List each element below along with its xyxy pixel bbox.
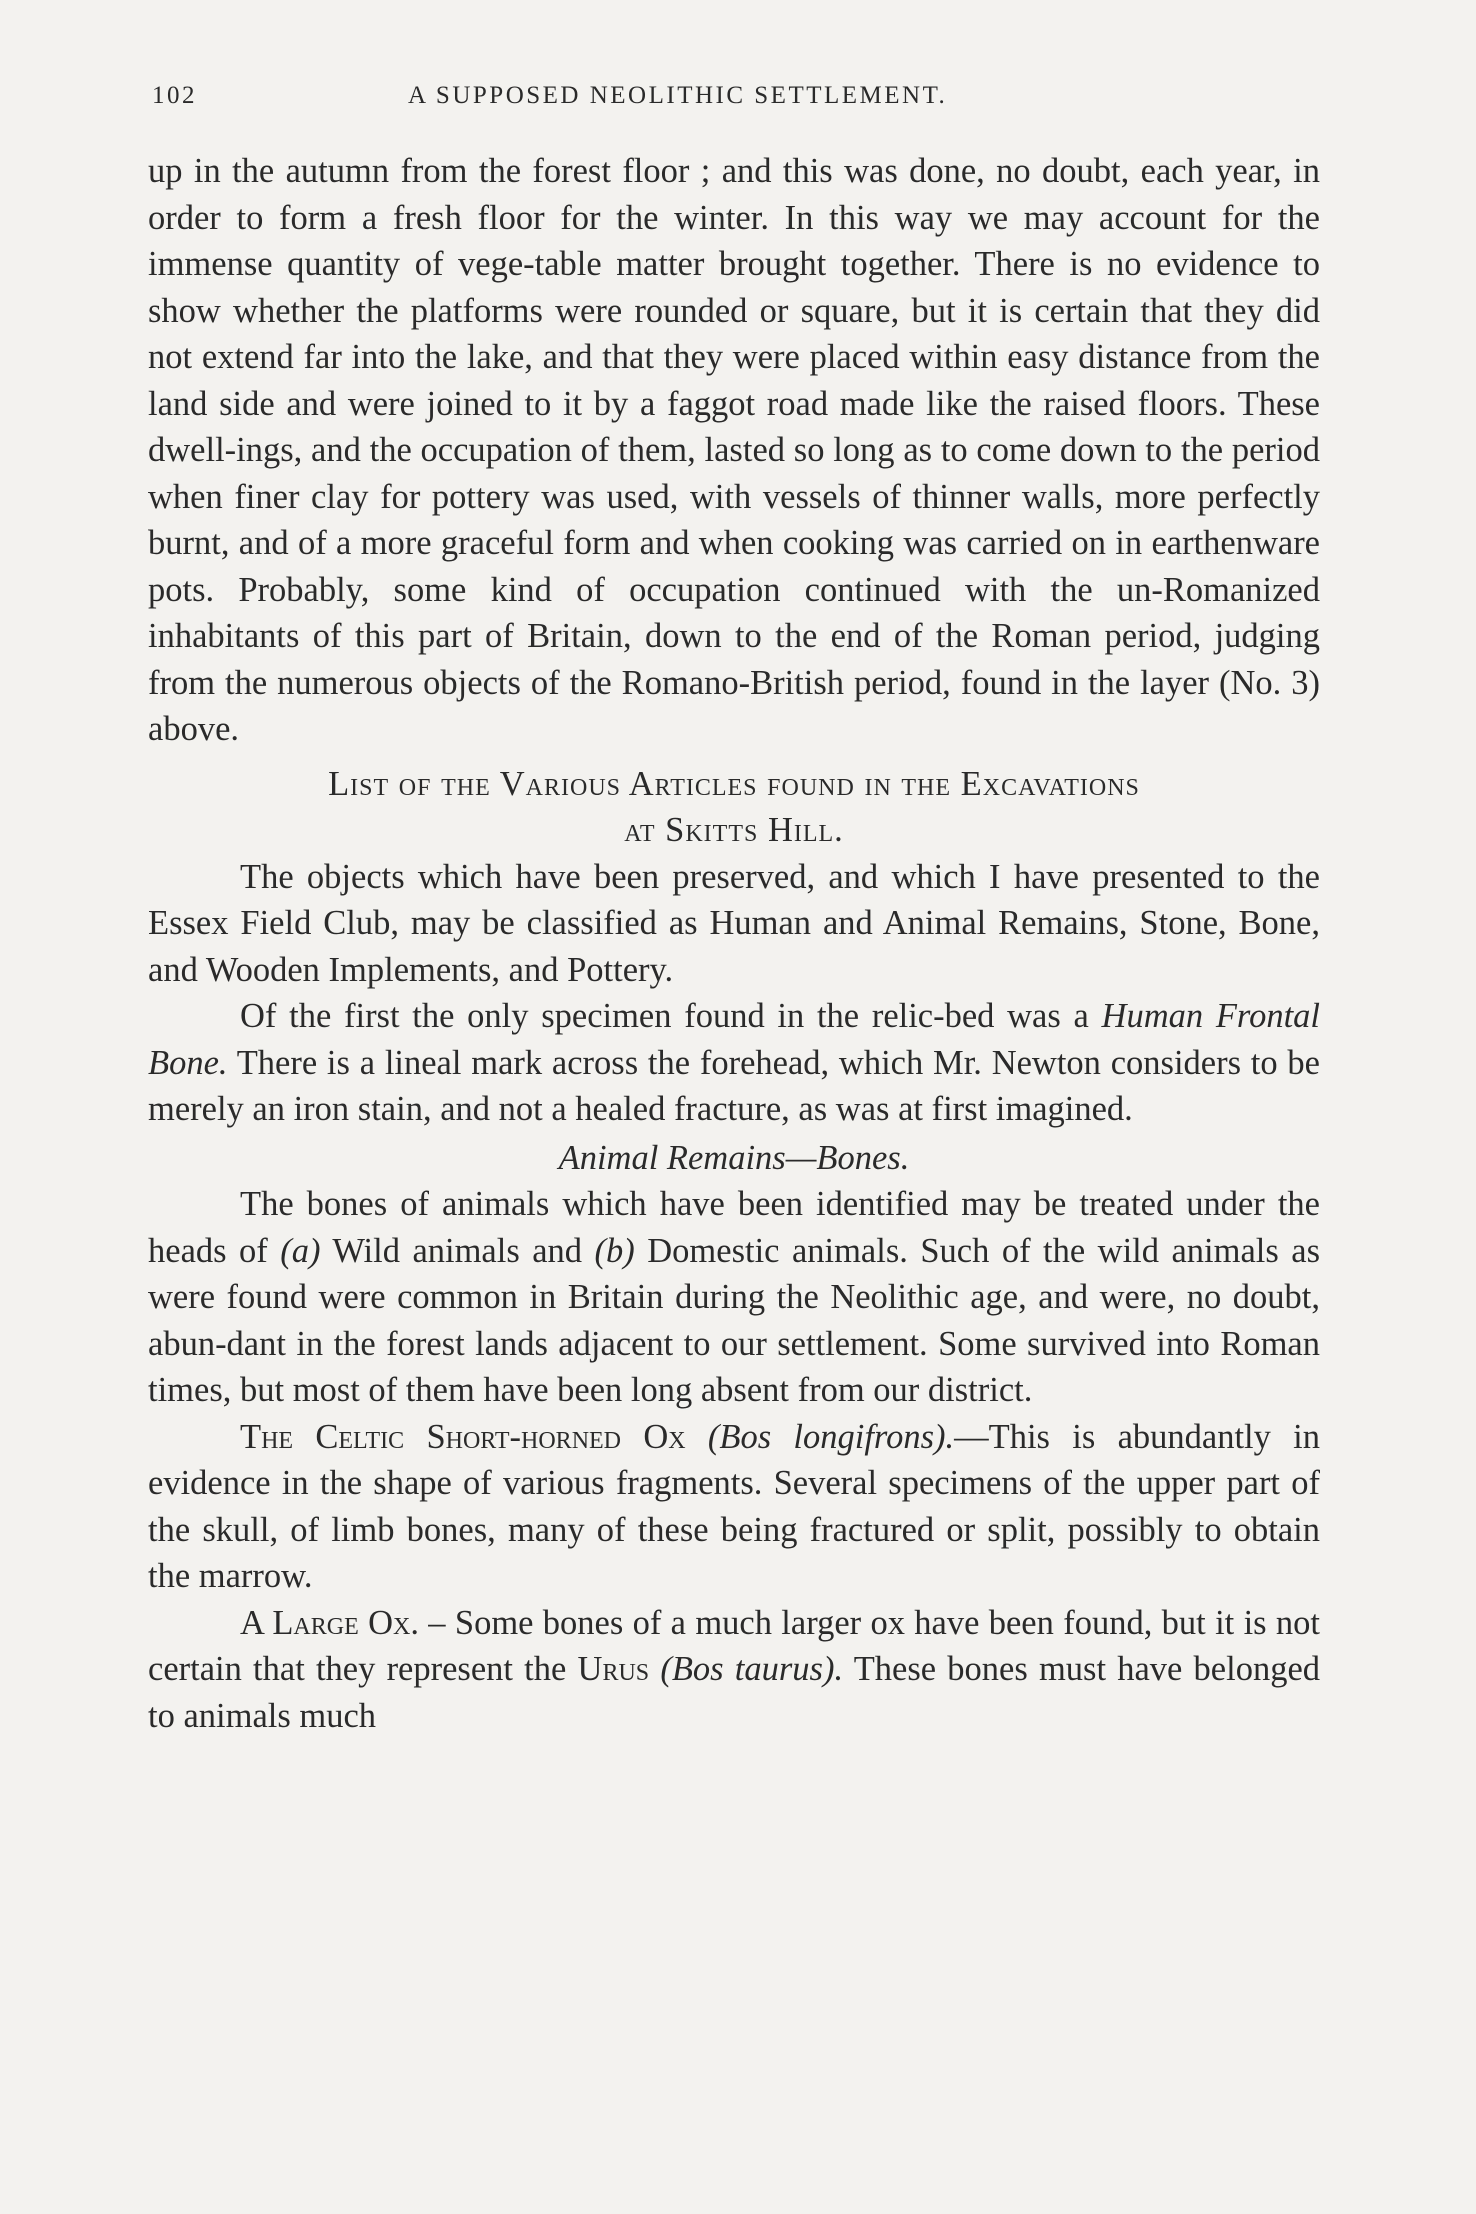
paragraph-human-remains-after: There is a lineal mark across the forehead, which Mr. Newton considers to be merely an iron stain, and not a healed fracture, as was at first imagined.: [148, 1043, 1320, 1128]
celtic-ox-title: The Celtic Short-horned Ox: [240, 1417, 686, 1456]
animal-bones-part-2: Wild animals and: [332, 1231, 583, 1270]
urus-term: Urus: [577, 1650, 650, 1688]
paragraph-human-remains-before: Of the first the only specimen found in the relic-bed was a: [240, 997, 1089, 1035]
section-heading: [148, 761, 1320, 854]
running-title: A SUPPOSED NEOLITHIC SETTLEMENT.: [408, 82, 948, 109]
paragraph-large-ox: [148, 1600, 1320, 1740]
large-ox-text-2: These bones must have belonged to animals much: [148, 1650, 1321, 1735]
large-ox-text-1: – Some bones of a much larger ox have been found, but it is not certain that they represent the: [148, 1603, 1320, 1688]
label-a: (a): [280, 1231, 321, 1270]
celtic-ox-latin-name: (Bos longifrons).: [707, 1417, 955, 1456]
body-text: [148, 148, 1320, 1739]
urus-latin-name: (Bos taurus).: [660, 1650, 844, 1688]
animal-bones-part-3: Domestic animals. Such of the wild animals as were found were common in Britain during the Neolithic age, and were, no doubt, abun-dant in the forest lands adjacent to our settlement. Some survived into Roman times, but most of them have been long absent from our district.: [148, 1231, 1321, 1409]
paragraph-human-remains: [148, 993, 1320, 1133]
subheading-animal-remains: Animal Remains—Bones.: [558, 1138, 910, 1177]
animal-bones-part-1: The bones of animals which have been identified may be treated under the heads of: [148, 1185, 1320, 1270]
paragraph-animal-bones: [148, 1181, 1320, 1414]
paragraph-objects: The objects which have been preserved, and which I have presented to the Essex Field Club, may be classified as Human and Animal Remains, Stone, Bone, and Wooden Implements, and Pottery.: [148, 857, 1320, 989]
human-frontal-bone-term: Human Frontal Bone.: [148, 997, 1320, 1082]
celtic-ox-text: —This is abundantly in evidence in the shape of various fragments. Several specimens of the upper part of the skull, of limb bones, many of these being fractured or split, possibly to obtain the marrow.: [148, 1417, 1321, 1595]
section-heading-line-2: at Skitts Hill.: [624, 811, 844, 849]
paragraph-celtic-ox: [148, 1414, 1320, 1600]
section-heading-line-1: List of the Various Articles found in the Excavations: [328, 764, 1140, 803]
label-b: (b): [594, 1231, 635, 1270]
paragraph-continuation: up in the autumn from the forest floor ; and this was done, no doubt, each year, in order to form a fresh floor for the winter. In this way we may account for the immense quantity of vege-table matter brought together. There is no evidence to show whether the platforms were rounded or square, but it is certain that they did not extend far into the lake, and that they were placed within easy distance from the land side and were joined to it by a faggot road made like the raised floors. These dwell-ings, and the occupation of them, lasted so long as to come down to the period when finer clay for pottery was used, with vessels of thinner walls, more perfectly burnt, and of a more graceful form and when cooking was carried on in earthenware pots. Probably, some kind of occupation continued with the un-Romanized inhabitants of this part of Britain, down to the end of the Roman period, judging from the numerous objects of the Romano-British period, found in the layer (No. 3) above.: [148, 152, 1320, 748]
large-ox-title: A Large Ox.: [240, 1603, 419, 1642]
page-number: 102: [152, 82, 197, 109]
page-header: [152, 82, 1324, 122]
